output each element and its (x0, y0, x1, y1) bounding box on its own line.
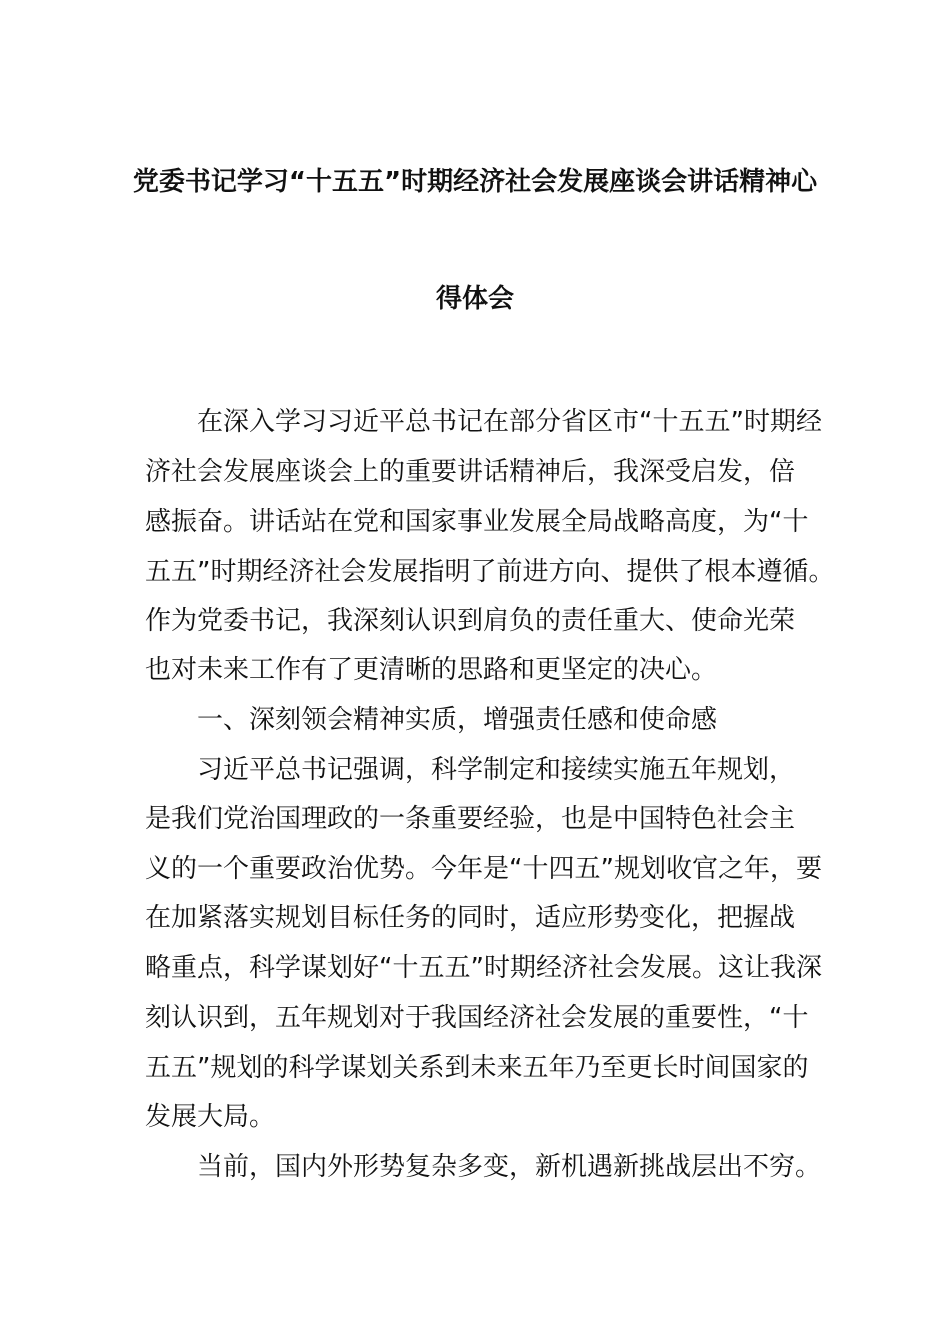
paragraph-line: 发展大局。 (145, 1102, 276, 1132)
paragraph-line: 五五”时期经济社会发展指明了前进方向、提供了根本遵循。 (145, 557, 835, 587)
document-title-line-2: 得体会 (435, 284, 514, 314)
paragraph-line: 作为党委书记，我深刻认识到肩负的责任重大、使命光荣 (145, 606, 796, 636)
paragraph-line: 五五”规划的科学谋划关系到未来五年乃至更长时间国家的 (145, 1053, 809, 1083)
paragraph-line: 义的一个重要政治优势。今年是“十四五”规划收官之年，要 (145, 854, 822, 884)
section-heading: 一、深刻领会精神实质，增强责任感和使命感 (197, 705, 718, 735)
paragraph-line: 当前，国内外形势复杂多变，新机遇新挑战层出不穷。 (197, 1152, 822, 1182)
paragraph-line: 济社会发展座谈会上的重要讲话精神后，我深受启发，倍 (145, 457, 796, 487)
paragraph-line: 习近平总书记强调，科学制定和接续实施五年规划， (197, 755, 796, 785)
paragraph-line: 刻认识到，五年规划对于我国经济社会发展的重要性，“十 (145, 1003, 809, 1033)
paragraph-line: 在加紧落实规划目标任务的同时，适应形势变化，把握战 (145, 903, 796, 933)
paragraph-line: 略重点，科学谋划好“十五五”时期经济社会发展。这让我深 (145, 953, 822, 983)
document-title-line-1: 党委书记学习“十五五”时期经济社会发展座谈会讲话精神心 (132, 167, 818, 197)
paragraph-line: 也对未来工作有了更清晰的思路和更坚定的决心。 (145, 655, 718, 685)
paragraph-line: 在深入学习习近平总书记在部分省区市“十五五”时期经 (197, 407, 822, 437)
paragraph-line: 是我们党治国理政的一条重要经验，也是中国特色社会主 (145, 804, 796, 834)
paragraph-line: 感振奋。讲话站在党和国家事业发展全局战略高度，为“十 (145, 507, 809, 537)
